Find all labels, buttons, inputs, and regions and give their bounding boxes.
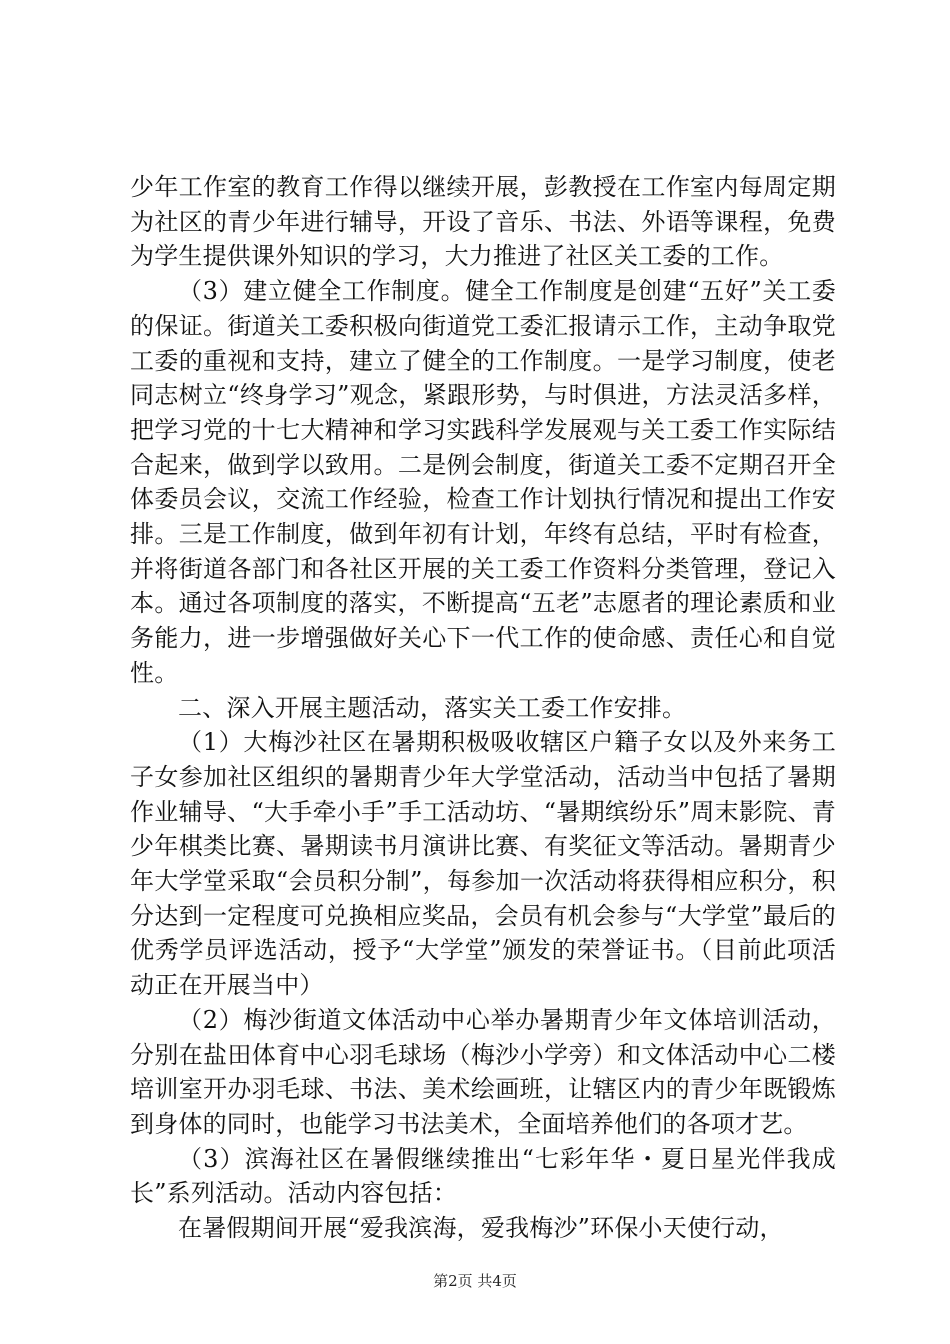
page-footer: 第2页 共4页 — [433, 1272, 517, 1290]
paragraph-3: （1）大梅沙社区在暑期积极吸收辖区户籍子女以及外来务工子女参加社区组织的暑期青少年大学堂活动，活动当中包括了暑期作业辅导、“大手牵小手”手工活动坊、“暑期缤纷乐”周末影院、青少年棋类比赛、暑期读书月演讲比赛、有奖征文等活动。暑期青少年大学堂采取“会员积分制”，每参加一次活动将获得相应积分，积分达到一定程度可兑换相应奖品，会员有机会参与“大学堂”最后的优秀学员评选活动，授予“大学堂”颁发的荣誉证书。（目前此项活动正在开展当中） — [130, 728, 836, 1000]
paragraph-1: 少年工作室的教育工作得以继续开展，彭教授在工作室内每周定期为社区的青少年进行辅导，开设了音乐、书法、外语等课程，免费为学生提供课外知识的学习，大力推进了社区关工委的工作。 — [130, 173, 836, 271]
paragraph-2: （3）建立健全工作制度。健全工作制度是创建“五好”关工委的保证。街道关工委积极向街道党工委汇报请示工作，主动争取党工委的重视和支持，建立了健全的工作制度。一是学习制度，使老同志树立“终身学习”观念，紧跟形势，与时俱进，方法灵活多样，把学习党的十七大精神和学习实践科学发展观与关工委工作实际结合起来，做到学以致用。二是例会制度，街道关工委不定期召开全体委员会议，交流工作经验，检查工作计划执行情况和提出工作安排。三是工作制度，做到年初有计划，年终有总结，平时有检查，并将街道各部门和各社区开展的关工委工作资料分类管理，登记入本。通过各项制度的落实，不断提高“五老”志愿者的理论素质和业务能力，进一步增强做好关心下一代工作的使命感、责任心和自觉性。 — [130, 277, 836, 687]
paragraph-6: 在暑假期间开展“爱我滨海，爱我梅沙”环保小天使行动， — [178, 1214, 784, 1243]
section-heading: 二、深入开展主题活动，落实关工委工作安排。 — [178, 693, 687, 722]
paragraph-5: （3）滨海社区在暑假继续推出“七彩年华・夏日星光伴我成长”系列活动。活动内容包括： — [130, 1144, 836, 1208]
document-body — [130, 170, 836, 1246]
paragraph-4: （2）梅沙街道文体活动中心举办暑期青少年文体培训活动，分别在盐田体育中心羽毛球场（梅沙小学旁）和文体活动中心二楼培训室开办羽毛球、书法、美术绘画班，让辖区内的青少年既锻炼到身体的同时，也能学习书法美术，全面培养他们的各项才艺。 — [130, 1005, 836, 1138]
